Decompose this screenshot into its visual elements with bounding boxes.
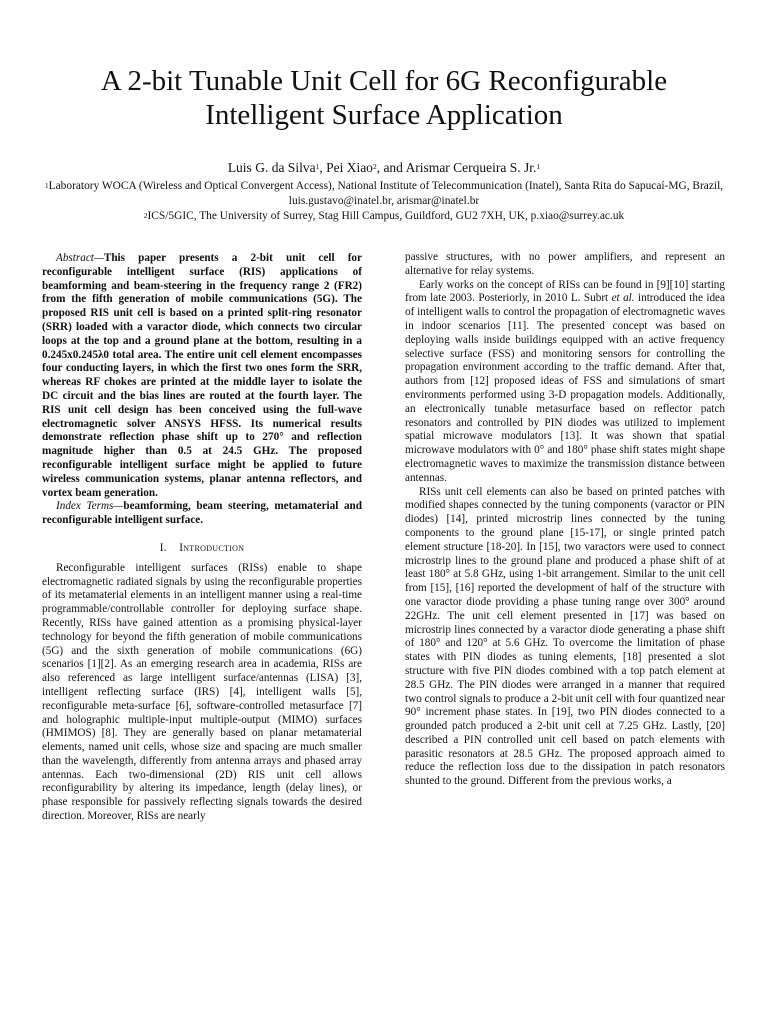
paper-title: A 2-bit Tunable Unit Cell for 6G Reconfigurable Intelligent Surface Application [100, 65, 668, 131]
section-title: Introduction [179, 541, 245, 554]
affil-mark: 2 [143, 211, 148, 220]
right-column [405, 251, 725, 789]
abstract [42, 252, 362, 500]
paragraph-text: introduced the idea of intelligent walls to control the propagation of electromagnetic waves in indoor scenarios [11]. The presented concept was based on deploying walls inside buildings equipped with an active frequency selective surface (FSS) and monitoring sensors for controlling the propagation environment according to the traffic demand. After that, authors from [12] proposed ideas of FSS and simulations of smart environments performed using 3-D propagation models. Additionally, an electronically tunable metasurface based on reflector patch resonators and controlled by PIN diodes was utilized to implement spatial microwave modulators [13]. It was shown that spatial microwave modulators with 0° and 180° phase shift states might shape electromagnetic waves to maximize the transmission distance between antennas. [405, 292, 725, 484]
index-terms-label: Index Terms— [56, 500, 124, 513]
section-number: I. [159, 541, 167, 554]
abstract-text: This paper presents a 2-bit unit cell for reconfigurable intelligent surface (RIS) applications of beamforming and beam-steering in the frequency range 2 (FR2) from the fifth generation of mobile communications (5G). The proposed RIS unit cell is based on a printed split-ring resonator (SRR) loaded with a varactor diode, which connects two circular loops at the top and a ground plane at the bottom, resulting in a 0.245x0.245λ0 total area. The entire unit cell element encompasses four conducting layers, in which the first two ones form the SRR, whereas RF chokes are printed at the middle layer to isolate the DC circuit and the bias lines are routed at the fourth layer. The RIS unit cell design has been conceived using the full-wave electromagnetic solver ANSYS HFSS. Its numerical results demonstrate reflection phase shift up to 270° and reflection magnitude higher than 0.5 at 24.5 GHz. The proposed reconfigurable intelligent surface might be applied to future wireless communication systems, planar antenna reflectors, and vortex beam generation. [42, 252, 362, 499]
section-heading [42, 542, 362, 556]
intro-paragraph-2 [405, 279, 725, 486]
intro-paragraph-3: RISs unit cell elements can also be based on printed patches with modified shapes connected by the tuning components (varactor or PIN diodes) [14], printed microstrip lines connected by the tuning components to the ground plane [15-17], or single printed patch element structure [18-20]. In [15], two varactors were used to connect microstrip lines to the ground plane and produced a phase shift of at least 180° at 5.8 GHz, using 1-bit arrangement. Similar to the unit cell from [15], [16] reported the development of half of the structure with one varactor diode providing a phase tuning range over 300° around 22GHz. The unit cell element presented in [17] was based on microstrip lines connected by a varactor diode generating a phase shift of 180° and 120° at 5.6 GHz. To overcome the limitation of phase states with PIN diodes as tuning elements, [18] presented a slot structure with five PIN diodes combined with a top patch element at 28.5 GHz. The PIN diodes were arranged in a manner that required two control signals to produce a 2-bit unit cell with four quantized near 90° increment phase states. In [19], two PIN diodes connected to a grounded patch produced a 2-bit unit cell at 7.25 GHz. Lastly, [20] described a PIN controlled unit cell based on patch elements with parasitic resonators at 28.5 GHz. The proposed approach aimed to reduce the reflection loss due to the dissipation in patch resonators shunted to the ground. Different from the previous works, a [405, 485, 725, 788]
affiliation-text: ICS/5GIC, The University of Surrey, Stag Hill Campus, Guildford, GU2 7XH, UK, p.xiao@surrey.ac.uk [147, 210, 625, 222]
affiliation-2 [40, 209, 728, 224]
index-terms [42, 500, 362, 528]
et-al: et al. [611, 292, 635, 305]
abstract-label: Abstract— [56, 252, 104, 264]
intro-paragraph-continued: passive structures, with no power amplifiers, and represent an alternative for relay systems. [405, 251, 725, 277]
author-name: Arismar Cerqueira S. Jr. [405, 160, 537, 175]
author-list [40, 160, 728, 176]
index-terms-text: beamforming, beam steering, metamaterial and reconfigurable intelligent surface. [42, 500, 362, 527]
author-affil-mark: 2 [372, 162, 377, 171]
affiliation-text: Laboratory WOCA (Wireless and Optical Convergent Access), National Institute of Telecommunication (Inatel), Santa Rita do Sapucaí-MG, Brazil, luis.gustavo@inatel.br, arismar@inatel.br [48, 180, 724, 207]
affiliations [40, 179, 728, 224]
affiliation-1 [40, 179, 728, 209]
author-name: Pei Xiao [326, 160, 373, 175]
affil-mark: 1 [44, 181, 49, 190]
left-column [42, 252, 362, 824]
author-name: Luis G. da Silva [227, 160, 316, 175]
author-affil-mark: 1 [536, 162, 541, 171]
paragraph-text: Early works on the concept of RISs can be found in [9][10] starting from late 2003. Posteriorly, in 2010 L. Subrt [405, 278, 725, 305]
intro-paragraph-1: Reconfigurable intelligent surfaces (RISs) enable to shape electromagnetic radiated signals by using the reconfigurable properties of its metamaterial elements in an intelligent manner using a real-time programmable/controllable controller for deploying surface shape. Recently, RISs have gained attention as a promising physical-layer technology for beyond the fifth generation of mobile communications (5G) and the sixth generation of mobile communications (6G) scenarios [1][2]. As an emerging research area in academia, RISs are also referenced as large intelligent surface/antennas (LISA) [3], intelligent reflecting surface (IRS) [4], intelligent walls [5], reconfigurable meta-surface [6], software-controlled metasurface [7] and holographic multiple-input multiple-output (MIMO) surfaces (HMIMOS) [8]. They are generally based on planar metamaterial elements, named unit cells, whose size and spacing are much smaller than the wavelength, differently from antenna arrays and phased array antennas. Each two-dimensional (2D) RIS unit cell allows reconfigurability by altering its impedance, length (delay lines), or phase responsible for passively reflecting signals towards the desired direction. Moreover, RISs are nearly [42, 561, 362, 823]
author-separator: , [319, 160, 327, 175]
author-affil-mark: 1 [315, 162, 320, 171]
author-separator: , and [376, 160, 406, 175]
